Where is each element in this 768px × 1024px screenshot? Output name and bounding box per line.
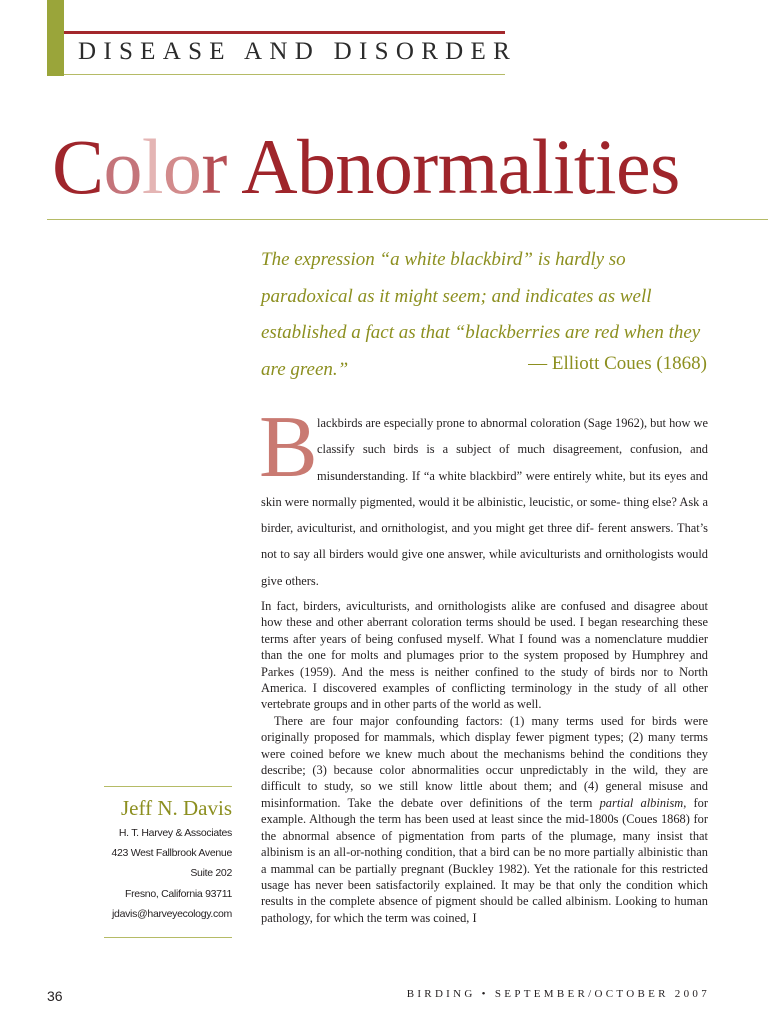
author-email: jdavis@harveyecology.com — [112, 907, 232, 920]
page-number: 36 — [47, 988, 63, 1004]
author-bottom-rule — [104, 937, 232, 938]
author-suite: Suite 202 — [190, 867, 232, 880]
author-city: Fresno, California 93711 — [124, 887, 232, 900]
paragraph-text: There are four major confounding factors: (1) many terms used for birds were originally proposed for mammals, which display fewer pigment types; (2) many terms were coined before we knew much about the mechanisms behind the conditions they describe; (3) because color abnormalities occur unpredictably in the wild, they are difficult to study, so we still know little about them; and (4) general misuse and misinformation. Take the debate over definitions of the term — [261, 713, 708, 810]
author-organization: H. T. Harvey & Associates — [118, 827, 232, 839]
section-label: DISEASE AND DISORDER — [78, 38, 518, 65]
article-title — [52, 121, 680, 213]
emphasized-term: partial albinism — [599, 795, 684, 810]
title-letter: C — [52, 123, 104, 210]
title-letter: r — [201, 123, 227, 210]
epigraph-attribution: — Elliott Coues (1868) — [528, 353, 707, 374]
first-paragraph-text: lackbirds are especially prone to abnormal coloration (Sage 1962), but how we classify such birds is a subject of much disagreement, confusion, and misunderstanding. If “a white blackbird” were entirely white, but its eyes and skin were normally pigmented, would it be albinistic, leucistic, or some- thing else? Ask a birder, aviculturist, and ornithologist, and you might get three dif- ferent answers. That’s not to say all birders would give one answer, while aviculturists and ornithologists would give others. — [261, 416, 708, 588]
section-bottom-rule — [64, 74, 505, 75]
paragraph — [261, 713, 708, 926]
title-rule — [47, 219, 768, 220]
first-paragraph — [261, 410, 708, 594]
paragraph: In fact, birders, aviculturists, and ornithologists alike are confused and disagree about how these and other aberrant coloration terms should be used. I began researching these terms after years of being confused myself. What I found was a nomenclature muddier than the one for molts and plumages prior to the system proposed by Humphrey and Parkes (1959). And the mess is neither confined to the study of birds nor to North America. I discovered examples of conflicting terminology in the study of all other vertebrate groups and in other parts of the world as well. — [261, 599, 708, 712]
title-letter: o — [103, 123, 142, 210]
author-street: 423 West Fallbrook Avenue — [111, 847, 232, 860]
author-top-rule — [104, 786, 232, 787]
drop-cap-spacer — [261, 410, 317, 488]
running-footer: BIRDING • SEPTEMBER/OCTOBER 2007 — [406, 988, 710, 1000]
title-letter: o — [162, 123, 202, 210]
section-accent-bar — [47, 0, 64, 76]
title-rest: Abnormalities — [226, 123, 680, 210]
author-name: Jeff N. Davis — [120, 796, 232, 820]
article-body — [261, 598, 708, 926]
title-letter: l — [141, 123, 163, 210]
paragraph-text: , for example. Although the term has been used at least since the mid-1800s (Coues 1868) for the abnormal absence of pigmentation from parts of the plumage, many insist that albinism is an all-or-nothing condition, that a bird can be no more partially albinistic than a mammal can be partially pregnant (Buckley 1982). Yet the rationale for this restricted usage has never been satisfactorily explained. It may be that only the condition which results in the complete absence of pigment should be called albinism. Looking to human pathology, for which the term was coined, I — [261, 795, 708, 925]
author-address — [80, 823, 232, 924]
drop-cap: B — [259, 399, 318, 496]
section-top-rule — [64, 31, 505, 34]
epigraph-quote: The expression “a white blackbird” is hardly so paradoxical as it might seem; and indicates as well established a fact as that “blackberries are red when they are green.” — [261, 249, 701, 380]
